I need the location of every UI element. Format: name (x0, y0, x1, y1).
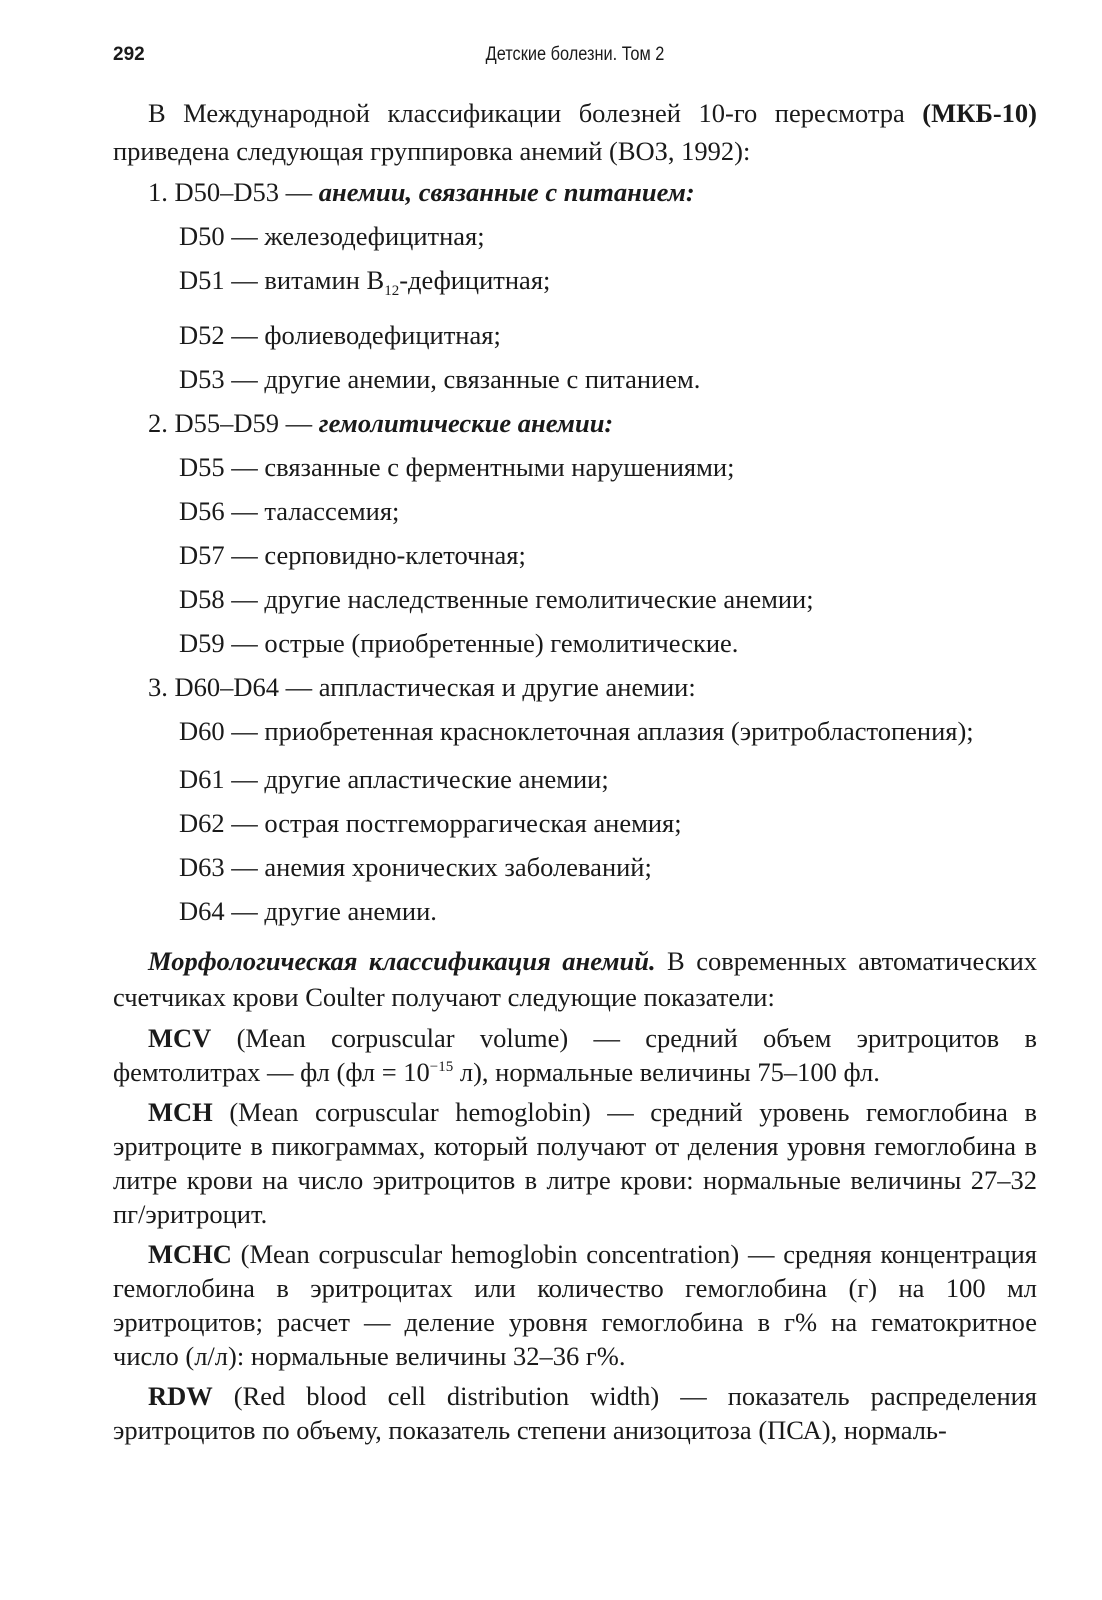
definition-text: (Mean corpuscular volume) — средний объем эритроцитов в фемтолитрах — фл (фл = 10 (113, 1023, 1037, 1087)
list-item: D62 — острая постгеморрагическая анемия; (179, 808, 682, 838)
list-item: D64 — другие анемии. (179, 896, 437, 926)
list-item-b12 (113, 258, 1037, 313)
morphological-classification-paragraph (113, 943, 1037, 1015)
list-item: D50 — железодефицитная; (179, 221, 485, 251)
definition-term: RDW (148, 1381, 213, 1411)
exponent: −15 (429, 1059, 454, 1075)
list-item: D53 — другие анемии, связанные с питанием. (179, 364, 701, 394)
b12-text-start: D51 — витамин B (179, 265, 385, 295)
list-item: D58 — другие наследственные гемолитические анемии; (179, 584, 814, 614)
list-item: D63 — анемия хронических заболеваний; (179, 852, 652, 882)
definition-term: MCHC (148, 1239, 232, 1269)
definition-text: (Red blood cell distribution width) — показатель распределения эритроцитов по объему, показатель степени анизоцитоза (ПСА), нормаль- (113, 1381, 1037, 1445)
definition-mchc (113, 1237, 1037, 1373)
list-item: D57 — серповидно-клеточная; (179, 540, 526, 570)
definition-text: (Mean corpuscular hemoglobin) — средний уровень гемоглобина в эритроците в пикограммах, который получают от деления уровня гемоглобина в литре крови на число эритроцитов в литре крови: нормальные величины 27–32 пг/эритроцит. (113, 1097, 1037, 1229)
list-item: D59 — острые (приобретенные) гемолитические. (179, 628, 739, 658)
page-number: 292 (113, 44, 145, 65)
page-body (113, 94, 1037, 1447)
group-heading-1 (113, 170, 1037, 214)
group-heading-2 (113, 401, 1037, 445)
list-item: D56 — талассемия; (179, 496, 400, 526)
group-title: гемолитические анемии: (318, 408, 614, 438)
intro-text-end: приведена следующая группировка анемий (ВОЗ, 1992): (113, 136, 751, 166)
group-code-range: 2. D55–D59 — (148, 408, 319, 438)
definition-term: MCH (148, 1097, 213, 1127)
list-item: D52 — фолиеводефицитная; (179, 320, 501, 350)
group-code-range: 1. D50–D53 — (148, 177, 319, 207)
list-item: D60 — приобретенная красноклеточная аплазия (эритробластопения); (179, 716, 974, 746)
group-heading-3: 3. D60–D64 — аппластическая и другие анемии: (148, 672, 696, 702)
definition-mcv (113, 1021, 1037, 1089)
b12-text-end: -дефицитная; (399, 265, 551, 295)
definition-term: MCV (148, 1023, 212, 1053)
b12-subscript: 12 (384, 283, 400, 299)
section-title: Морфологическая классификация анемий. (148, 946, 656, 976)
definition-mch (113, 1095, 1037, 1231)
icd10-abbreviation: (МКБ-10) (922, 98, 1037, 128)
intro-paragraph (113, 94, 1037, 170)
list-item: D61 — другие апластические анемии; (179, 764, 609, 794)
page-header (113, 44, 1037, 74)
section-text: В современных автоматических счетчиках крови Coulter получают следующие показатели: (113, 946, 1038, 1012)
group-title: анемии, связанные с питанием: (318, 177, 695, 207)
intro-text-start: В Международной классификации болезней 10-го пересмотра (148, 98, 923, 128)
running-title: Детские болезни. Том 2 (485, 44, 665, 65)
list-item: D55 — связанные с ферментными нарушениями; (179, 452, 735, 482)
definition-text: (Mean corpuscular hemoglobin concentration) — средняя концентрация гемоглобина в эритроцитах или количество гемоглобина (г) на 100 мл эритроцитов; расчет — деление уровня гемоглобина в г% на гематокритное число (л/л): нормальные величины 32–36 г%. (113, 1239, 1037, 1371)
definition-text-end: л), нормальные величины 75–100 фл. (453, 1057, 880, 1087)
definition-rdw (113, 1379, 1037, 1447)
